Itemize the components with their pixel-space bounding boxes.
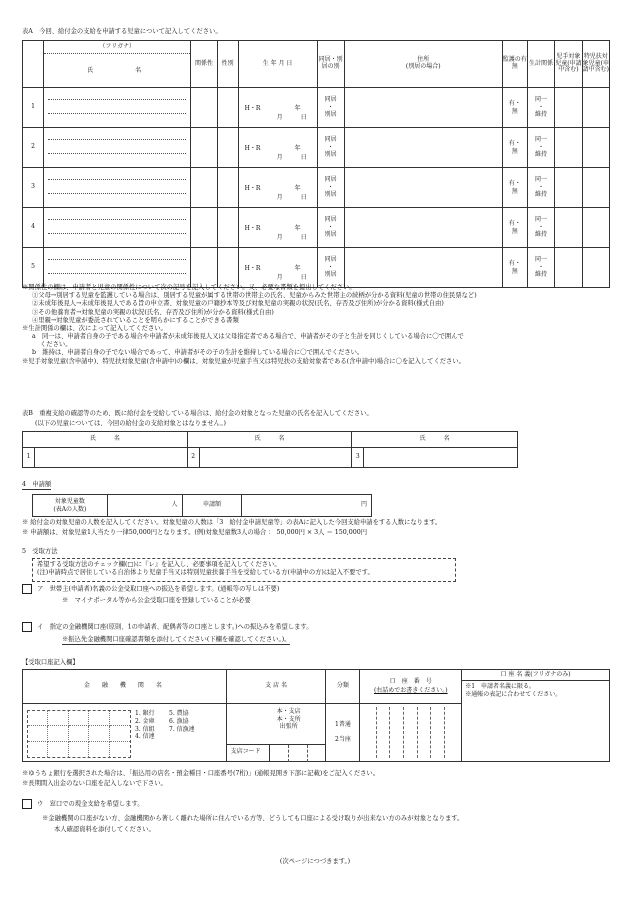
amount-unit: 円 <box>360 501 367 509</box>
note-line: ください。 <box>40 341 72 349</box>
live-support: 維持 <box>535 111 548 119</box>
birthdate-field[interactable] <box>238 208 317 248</box>
holder-note-2: ※通帳の表記に合わせてください。 <box>465 690 562 698</box>
custody-no: 無 <box>511 267 518 275</box>
live-same: 同一 <box>535 95 548 103</box>
bank-type-option: 4. 信連 <box>135 733 155 741</box>
type-header: 分類 <box>326 670 360 704</box>
child-allowance-field[interactable] <box>555 208 582 248</box>
year-label: 年 <box>294 185 301 192</box>
name-field-extra[interactable] <box>44 154 190 167</box>
birthdate-header: 生 年 月 日 <box>238 41 317 88</box>
branch-header: 支 店 名 <box>226 670 326 704</box>
address-field[interactable] <box>344 88 502 128</box>
day-label: 日 <box>300 154 307 161</box>
bank-name-cell[interactable] <box>28 726 48 741</box>
bank-type-list <box>135 710 203 741</box>
option-i <box>22 622 313 632</box>
bank-name-cell[interactable] <box>89 726 109 741</box>
table-b <box>22 431 518 468</box>
bank-type-option: 1. 銀行 <box>135 710 155 717</box>
cohabit-option: 同居 <box>324 255 337 263</box>
year-label: 年 <box>294 105 301 112</box>
account-type-field[interactable] <box>326 704 360 762</box>
branch-type-option: 出張所 <box>279 723 298 730</box>
name-header-3: 氏 名 <box>352 432 518 448</box>
gender-field[interactable] <box>217 248 238 288</box>
birthdate-field[interactable] <box>238 168 317 208</box>
section-5-title: 5 受取方法 <box>22 548 58 555</box>
day-label: 日 <box>300 274 307 281</box>
account-type-2: 2当座 <box>335 735 351 743</box>
custody-yes: 有 <box>508 259 515 267</box>
gender-field[interactable] <box>217 128 238 168</box>
gender-header: 性別 <box>217 41 238 88</box>
gender-field[interactable] <box>217 168 238 208</box>
custody-header: 監護の有無 <box>502 41 527 88</box>
name-header: 氏 名 <box>87 67 148 74</box>
era-label: H・R <box>244 185 261 192</box>
amount-label: 申請額 <box>182 495 242 517</box>
bank-type-option: 7. 信漁連 <box>169 725 195 733</box>
bank-name-cell[interactable] <box>110 742 130 757</box>
name-field-extra[interactable] <box>44 234 190 247</box>
account-type-1: 1普通 <box>335 721 351 729</box>
amount-table <box>32 494 372 517</box>
number-header: 口 座 番 号 <box>389 678 432 686</box>
livelihood-field[interactable]: 同一 ・ 維持 <box>527 248 554 288</box>
account-digit-cell[interactable] <box>404 707 418 758</box>
row-number: 2 <box>23 128 44 168</box>
count-note: ※ 給付金の対象児童の人数を記入してください。対象児童の人数は「3 給付金申請児童等」の表Aに記入した今回支給申請をする人数になります。 <box>22 519 442 526</box>
table-row <box>23 128 610 168</box>
number-1: 1 <box>23 448 35 468</box>
name-field-extra[interactable] <box>44 114 190 127</box>
cohabit-header: 同居・別居の別 <box>317 41 344 88</box>
livelihood-field[interactable]: 同一 ・ 維持 <box>527 128 554 168</box>
option-a-note: ※ マイナポータル等から公金受取口座を登録していることが必要 <box>62 597 251 604</box>
branch-type-list <box>277 708 301 731</box>
custody-yes: 有 <box>508 179 515 187</box>
special-allowance-field[interactable] <box>582 248 609 288</box>
note-line: a 同一は、申請者自身の子である場合や申請者が未成年後見人又は父母指定者である場合で、申請者がその子と生計を同じくしている場合に〇で囲んで <box>32 333 464 341</box>
furigana-field[interactable] <box>48 168 186 180</box>
option-u <box>22 799 144 809</box>
option-i-note: ※振込先金融機関口座確認書類を添付してください(下欄を確認してください。)。 <box>62 636 290 645</box>
bank-name-cell[interactable] <box>48 711 68 726</box>
child-allowance-field[interactable] <box>555 88 582 128</box>
live-same: 同一 <box>535 215 548 223</box>
account-digit-cell[interactable] <box>363 707 377 758</box>
bank-name-cell[interactable] <box>48 726 68 741</box>
child-allowance-header: 児手対象児童(申請中含む) <box>555 41 582 88</box>
name-field[interactable] <box>48 140 186 154</box>
instruction-line-2: (注)申請時点で居住している自治体より児童手当又は特別児童扶養手当を受給している方(申請中の方)は記入不要です。 <box>37 569 374 577</box>
separate-option: 別居 <box>324 191 337 199</box>
bank-type-option: 6. 漁協 <box>169 717 189 725</box>
special-allowance-header: 特児扶対象児童(申請中含む) <box>582 41 609 88</box>
address-sub-header: (別居の場合) <box>405 63 441 70</box>
bank-name-field[interactable] <box>23 704 227 762</box>
cohabit-field[interactable]: 同居 ・ 別居 <box>317 168 344 208</box>
year-label: 年 <box>294 145 301 152</box>
name-field[interactable] <box>48 260 186 274</box>
special-allowance-field[interactable] <box>582 128 609 168</box>
custody-field[interactable]: 有・ 無 <box>502 208 527 248</box>
row-number: 1 <box>23 88 44 128</box>
live-support: 維持 <box>535 271 548 279</box>
option-u-checkbox[interactable] <box>22 799 32 809</box>
address-header: 住所 <box>417 56 430 64</box>
era-label: H・R <box>244 145 261 152</box>
live-same: 同一 <box>535 255 548 263</box>
name-field-1[interactable] <box>34 448 187 468</box>
account-digit-cell[interactable] <box>390 707 404 758</box>
name-field-2[interactable] <box>199 448 352 468</box>
name-field-extra[interactable] <box>44 194 190 207</box>
instructions-box <box>32 558 456 582</box>
relation-field[interactable] <box>191 208 217 248</box>
special-allowance-field[interactable] <box>582 168 609 208</box>
address-field[interactable] <box>344 208 502 248</box>
address-field[interactable] <box>344 168 502 208</box>
month-label: 月 <box>276 194 283 201</box>
cohabit-field[interactable]: 同居 ・ 別居 <box>317 128 344 168</box>
relation-field[interactable] <box>191 248 217 288</box>
gender-field[interactable] <box>217 208 238 248</box>
cohabit-option: 同居 <box>324 175 337 183</box>
bank-type-option: 3. 信組 <box>135 725 155 733</box>
cohabit-option: 同居 <box>324 95 337 103</box>
holder-note-1: ※1 申請者名義に限る。 <box>465 683 536 690</box>
count-unit: 人 <box>171 501 178 509</box>
bank-name-cell[interactable] <box>28 742 48 757</box>
number-subheader: (右詰めでお書きください。) <box>373 686 448 694</box>
furigana-field[interactable] <box>48 128 186 140</box>
era-label: H・R <box>244 105 261 112</box>
furigana-field[interactable] <box>48 248 186 260</box>
bank-name-cell[interactable] <box>69 726 89 741</box>
count-sublabel: (表Aの人数) <box>53 505 87 513</box>
table-row <box>23 248 610 288</box>
account-section-title: 【受取口座記入欄】 <box>22 659 79 666</box>
live-same: 同一 <box>535 135 548 143</box>
name-field[interactable] <box>48 220 186 234</box>
note-line: ②未成年後見人→未成年後見人である旨の申立書、対象児童の戸籍抄本等及び対象児童の実親の状況(氏名、存否及び住所)が分かる資料(様式自由) <box>32 300 444 308</box>
live-support: 維持 <box>535 231 548 239</box>
continuation-footer: (次ページにつづきます。) <box>279 858 351 865</box>
account-digit-cell[interactable] <box>445 707 459 758</box>
note-line: ④里親→対象児童が委託されていることを明らかにすることができる書類 <box>32 316 239 324</box>
child-allowance-field[interactable] <box>555 128 582 168</box>
amount-note: ※ 申請額は、対象児童1人当たり一律50,000円となります。(例)対象児童数3人の場合 ： 50,000円 × 3人 ＝ 150,000円 <box>22 529 368 536</box>
table-b-title: 表B 重複支給の確認等のため、既に給付金を受給している場合は、給付金の対象となった児童の氏名を記入してください。 <box>22 410 373 417</box>
table-row <box>23 168 610 208</box>
bank-name-cell[interactable] <box>28 711 48 726</box>
birthdate-field[interactable] <box>238 248 317 288</box>
live-support: 維持 <box>535 151 548 159</box>
cohabit-option: 同居 <box>324 135 337 143</box>
table-a-notes <box>22 284 477 366</box>
live-same: 同一 <box>535 175 548 183</box>
bank-name-cell[interactable] <box>89 742 109 757</box>
gender-field[interactable] <box>217 88 238 128</box>
bank-header: 金 融 機 関 名 <box>23 670 227 704</box>
month-label: 月 <box>276 114 283 121</box>
table-a-title: 表A 今回、給付金の支給を申請する児童について記入してください。 <box>22 28 222 35</box>
custody-field[interactable]: 有・ 無 <box>502 128 527 168</box>
cohabit-option: 同居 <box>324 215 337 223</box>
bank-name-cell[interactable] <box>110 726 130 741</box>
day-label: 日 <box>300 194 307 201</box>
instruction-line-1: 希望する受取方法のチェック欄(□)に『レ』を記入し、必要事項を記入してください。 <box>37 561 281 568</box>
table-b-subtitle: (以下の児童については、今回の給付金の支給対象とはなりません。) <box>35 420 226 427</box>
row-number: 3 <box>23 168 44 208</box>
livelihood-header: 生計関係 <box>527 41 554 88</box>
relation-field[interactable] <box>191 88 217 128</box>
child-count-field[interactable] <box>107 495 182 517</box>
custody-no: 無 <box>511 147 518 155</box>
cohabit-field[interactable]: 同居 ・ 別居 <box>317 208 344 248</box>
branch-code-label: 支店コード <box>230 748 261 755</box>
bank-name-grid[interactable] <box>27 710 131 758</box>
year-label: 年 <box>294 265 301 272</box>
furigana-field[interactable] <box>48 208 186 220</box>
name-header-1: 氏 名 <box>23 432 188 448</box>
custody-field[interactable]: 有・ 無 <box>502 88 527 128</box>
relation-header: 関係性 <box>191 41 217 88</box>
separate-option: 別居 <box>324 231 337 239</box>
separate-option: 別居 <box>324 151 337 159</box>
separate-option: 別居 <box>324 271 337 279</box>
livelihood-field[interactable]: 同一 ・ 維持 <box>527 88 554 128</box>
livelihood-field[interactable]: 同一 ・ 維持 <box>527 168 554 208</box>
bank-name-cell[interactable] <box>48 742 68 757</box>
bank-type-row <box>135 710 203 718</box>
option-i-label: イ 指定の金融機関口座(原則、1の申請者、配偶者等の口座とします。)への振込みを希望します。 <box>37 623 313 631</box>
day-label: 日 <box>300 234 307 241</box>
bank-type-row <box>135 733 203 741</box>
bank-type-row <box>135 718 203 726</box>
branch-type-option: 本・支所 <box>276 715 301 723</box>
account-number-field[interactable] <box>360 704 462 762</box>
address-field[interactable] <box>344 248 502 288</box>
custody-yes: 有 <box>508 99 515 107</box>
post-bank-note: ※ゆうちょ銀行を選択された場合は、「振込用の店名・預金種目・口座番号(7桁)」(通帳見開き下部に記載)をご記入ください。 <box>22 770 380 777</box>
child-allowance-field[interactable] <box>555 168 582 208</box>
custody-no: 無 <box>511 107 518 115</box>
bank-type-option: 2. 金庫 <box>135 717 155 725</box>
account-table <box>22 669 610 762</box>
day-label: 日 <box>300 114 307 121</box>
count-label: 対象児童数 <box>54 498 85 505</box>
furigana-field[interactable] <box>48 88 186 100</box>
month-label: 月 <box>276 234 283 241</box>
number-2: 2 <box>187 448 199 468</box>
bank-name-cell[interactable] <box>69 742 89 757</box>
bank-name-cell[interactable] <box>89 711 109 726</box>
furigana-header: （フリガナ） <box>44 41 190 54</box>
option-a-label: ア 世帯主(申請者)名義の公金受取口座への振込を希望します。(通帳等の写しは不要) <box>37 585 280 593</box>
bank-name-cell[interactable] <box>110 711 130 726</box>
account-digit-cell[interactable] <box>418 707 432 758</box>
note-line: ③その他養育者→対象児童の実親の状況(氏名、存否及び住所)が分かる資料(様式自由) <box>32 308 274 316</box>
month-label: 月 <box>276 154 283 161</box>
birthdate-field[interactable] <box>238 88 317 128</box>
section-4-title: 4 申請額 <box>22 481 51 490</box>
option-u-note-1: ※金融機関の口座がない方、金融機関から著しく離れた場所に住んでいる方等、どうしても口座による受け取りが出来ない方のみが対象となります。 <box>42 815 464 822</box>
month-label: 月 <box>276 274 283 281</box>
note-line: ①父母→別居する児童を監護している場合は、別居する児童が属する世帯の世帯主の氏名、児童からみた世帯主の続柄が分かる資料(児童の世帯の住民票など) <box>32 292 477 300</box>
custody-yes: 有 <box>508 139 515 147</box>
era-label: H・R <box>244 225 261 232</box>
name-field[interactable] <box>48 100 186 114</box>
note-line: ※児手対象児童(含申請中)、特児扶対象児童(含申請中)の欄は、対象児童が児童手当又は特児扶の支給対象者である(含申請中)場合に〇を記入してください。 <box>22 357 465 365</box>
custody-yes: 有 <box>508 219 515 227</box>
cohabit-field[interactable]: 同居 ・ 別居 <box>317 248 344 288</box>
amount-field[interactable] <box>242 495 372 517</box>
inactive-account-note: ※長期間入出金のない口座を記入しないで下さい。 <box>22 780 167 787</box>
year-label: 年 <box>294 225 301 232</box>
note-line: ※関係性の欄は、申請者と児童の関係性について次の記号を記入してください。又、必要な書類を提出してください。 <box>22 284 356 291</box>
child-allowance-field[interactable] <box>555 248 582 288</box>
option-i-checkbox[interactable] <box>22 622 32 632</box>
custody-field[interactable]: 有・ 無 <box>502 168 527 208</box>
bank-name-cell[interactable] <box>69 711 89 726</box>
name-header-2: 氏 名 <box>187 432 352 448</box>
branch-type-option: 本・支店 <box>276 708 301 715</box>
special-allowance-field[interactable] <box>582 208 609 248</box>
relation-field[interactable] <box>191 168 217 208</box>
number-3: 3 <box>352 448 364 468</box>
bank-type-option: 5. 農協 <box>169 710 189 717</box>
name-field-3[interactable] <box>364 448 518 468</box>
special-allowance-field[interactable] <box>582 88 609 128</box>
relation-field[interactable] <box>191 128 217 168</box>
row-number: 5 <box>23 248 44 288</box>
live-support: 維持 <box>535 191 548 199</box>
table-row <box>23 88 610 128</box>
custody-no: 無 <box>511 227 518 235</box>
account-digit-cell[interactable] <box>431 707 445 758</box>
birthdate-field[interactable] <box>238 128 317 168</box>
table-a <box>22 40 610 288</box>
table-row <box>23 208 610 248</box>
cohabit-field[interactable]: 同居 ・ 別居 <box>317 88 344 128</box>
custody-field[interactable]: 有・ 無 <box>502 248 527 288</box>
note-line: ※生計関係の欄は、次によって記入してください。 <box>22 324 167 332</box>
option-u-note-2: 本人確認資料を添付してください。 <box>54 826 155 833</box>
option-u-label: ウ 窓口での現金支給を希望します。 <box>37 800 144 808</box>
holder-header: 口 座 名 義(フリガナのみ) <box>462 670 609 681</box>
account-digit-cell[interactable] <box>377 707 391 758</box>
branch-field[interactable] <box>226 704 326 762</box>
separate-option: 別居 <box>324 111 337 119</box>
address-field[interactable] <box>344 128 502 168</box>
custody-no: 無 <box>511 187 518 195</box>
livelihood-field[interactable]: 同一 ・ 維持 <box>527 208 554 248</box>
note-line: b 維持は、申請者自身の子でない場合であって、申請者がその子の生計を維持している場合に〇で囲んでください。 <box>32 349 364 357</box>
option-a <box>22 584 279 594</box>
era-label: H・R <box>244 265 261 272</box>
option-a-checkbox[interactable] <box>22 584 32 594</box>
row-number: 4 <box>23 208 44 248</box>
name-field[interactable] <box>48 180 186 194</box>
